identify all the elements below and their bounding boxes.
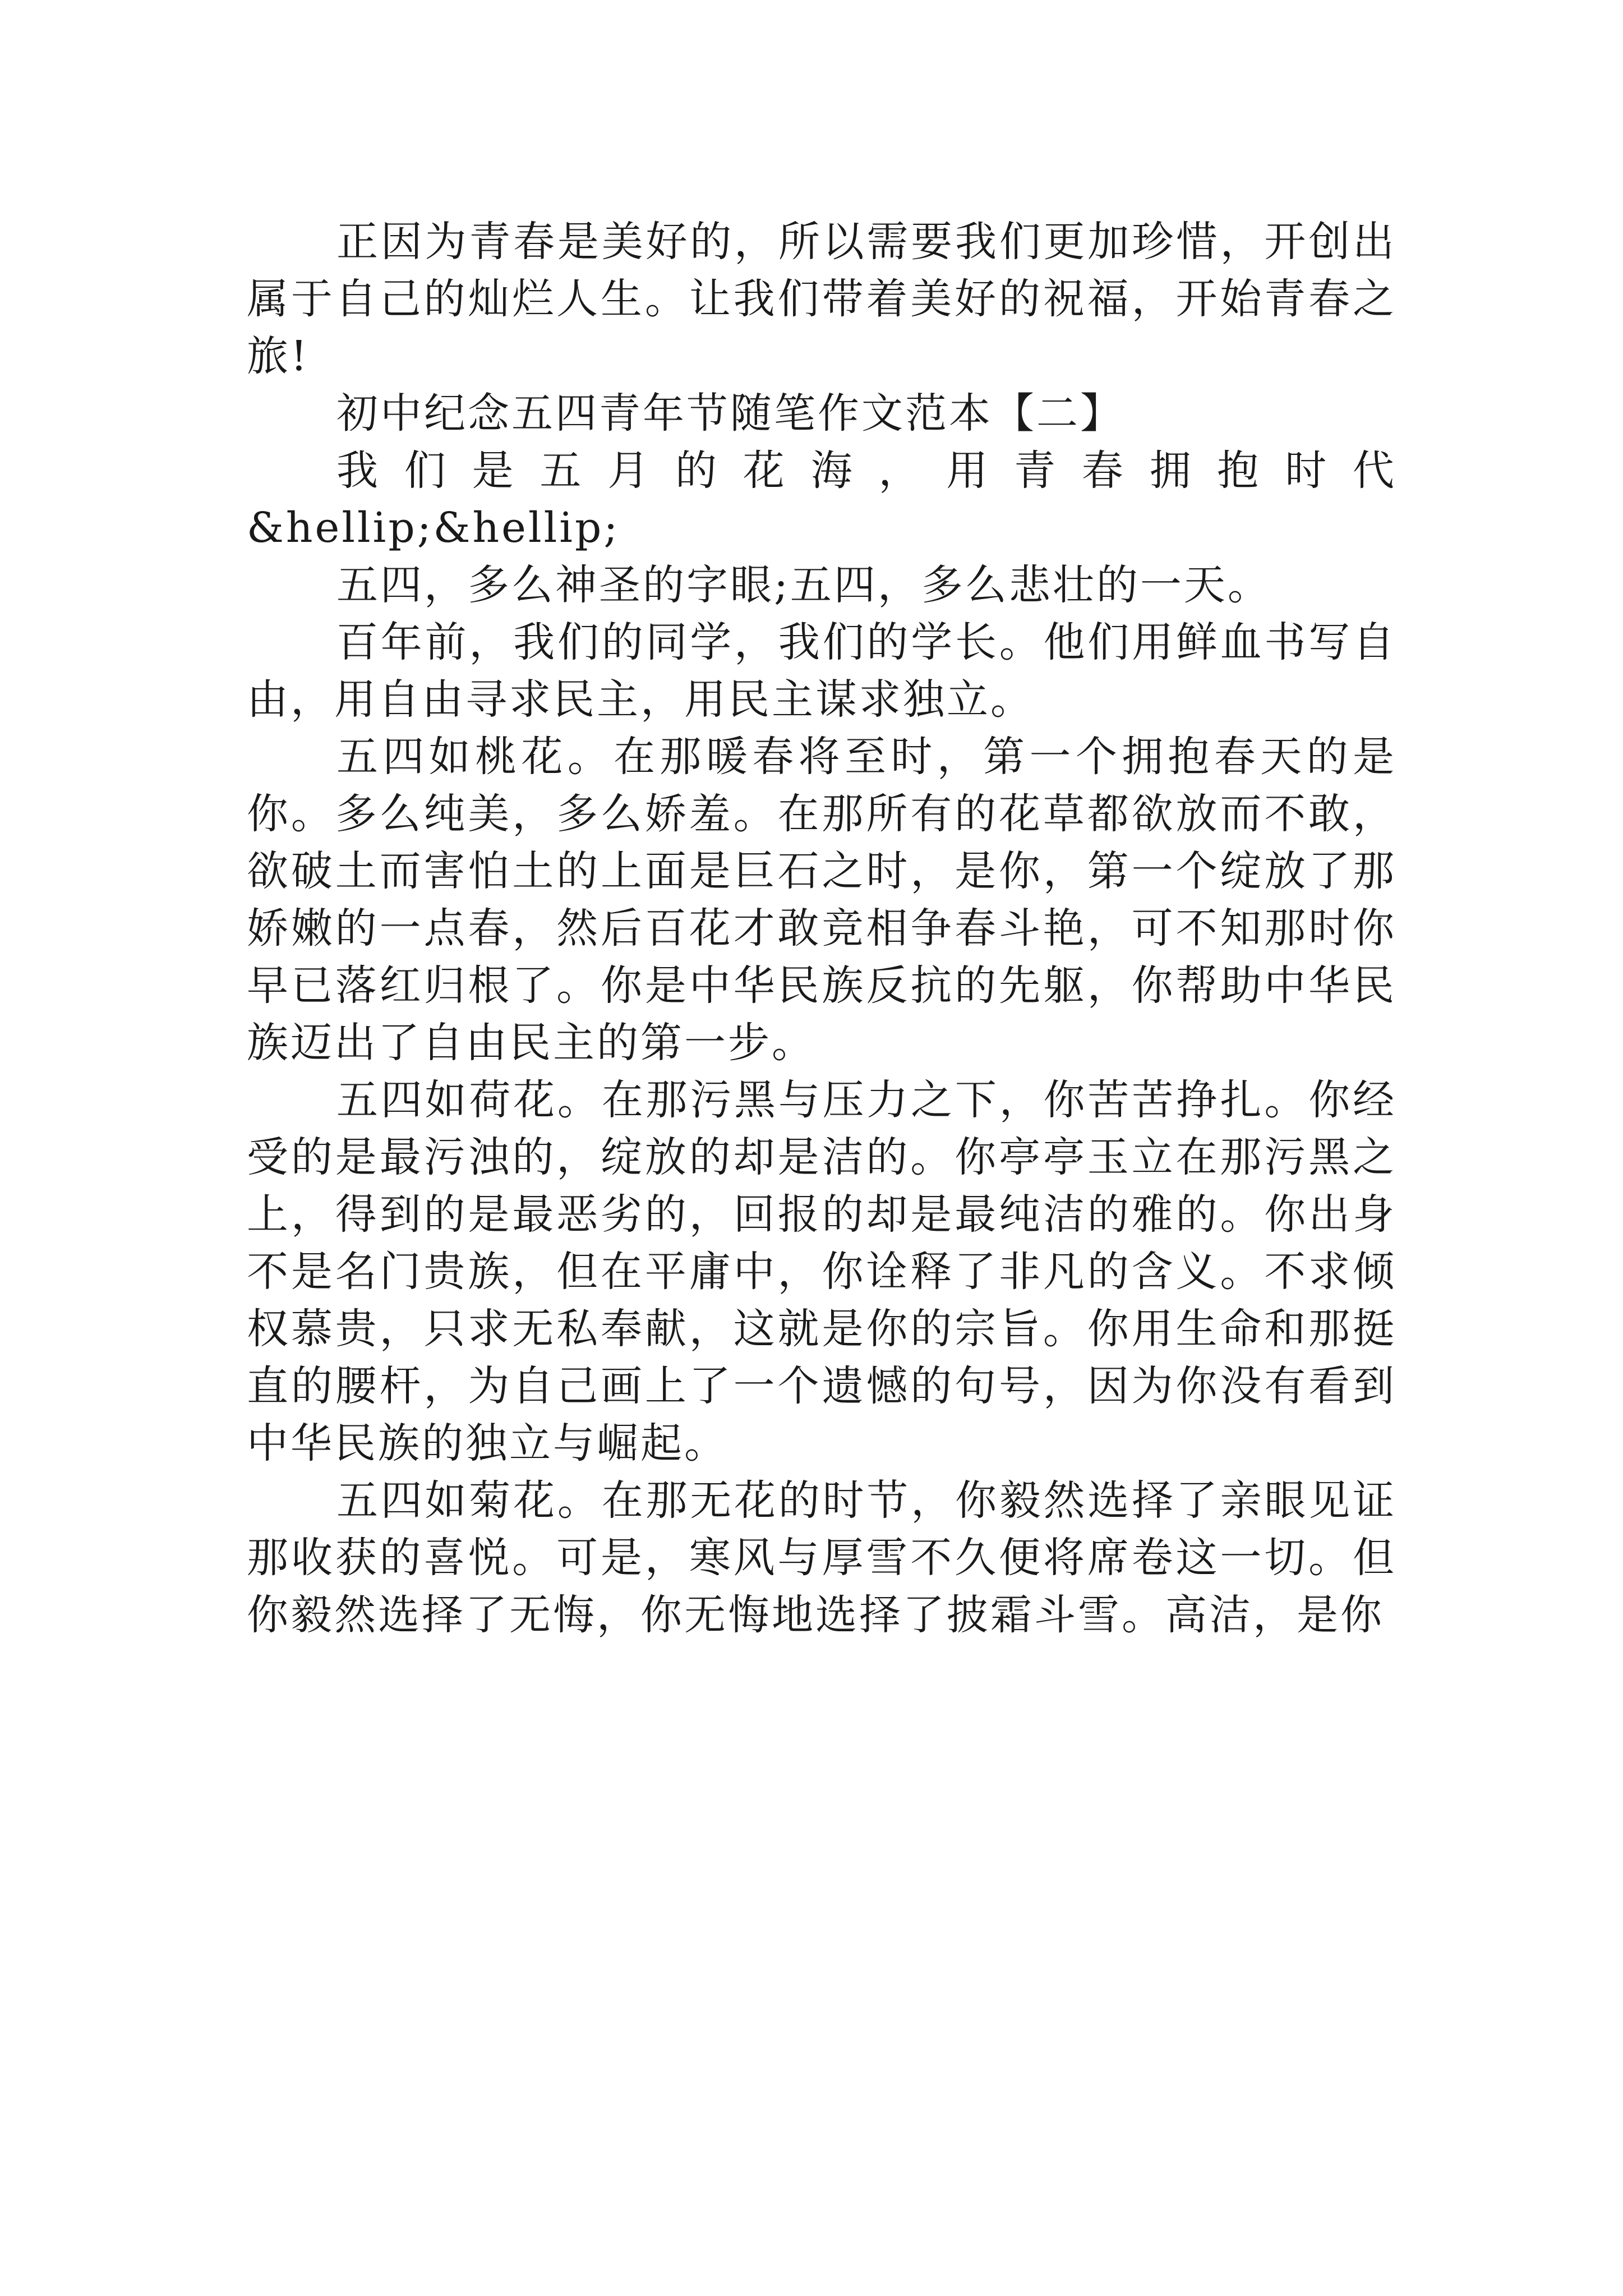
section-heading: 初中纪念五四青年节随笔作文范本【二】	[336, 389, 1124, 438]
paragraph-lotus: 五四如荷花。在那污黑与压力之下，你苦苦挣扎。你经受的是最污浊的，绽放的却是洁的。你亭亭玉立在那污黑之上，得到的是最恶劣的，回报的却是最纯洁的雅的。你出身不是名门贵族，但在平庸中，你诠释了非凡的含义。不求倾权慕贵，只求无私奉献，这就是你的宗旨。你用生命和那挺直的腰杆，为自己画上了一个遗憾的句号，因为你没有看到中华民族的独立与崛起。	[247, 1076, 1396, 1467]
paragraph-closing: 正因为青春是美好的，所以需要我们更加珍惜，开创出属于自己的灿烂人生。让我们带着美好的祝福，开始青春之旅!	[247, 218, 1396, 380]
paragraph-history: 百年前，我们的同学，我们的学长。他们用鲜血书写自由，用自由寻求民主，用民主谋求独立。	[247, 618, 1396, 724]
paragraph-peach-blossom: 五四如桃花。在那暖春将至时，第一个拥抱春天的是你。多么纯美，多么娇羞。在那所有的花草都欲放而不敢，欲破土而害怕土的上面是巨石之时，是你，第一个绽放了那娇嫩的一点春，然后百花才敢竞相争春斗艳，可不知那时你早已落红归根了。你是中华民族反抗的先躯，你帮助中华民族迈出了自由民主的第一步。	[247, 733, 1396, 1067]
paragraph-chrysanthemum: 五四如菊花。在那无花的时节，你毅然选择了亲眼见证那收获的喜悦。可是，寒风与厚雪不久便将席卷这一切。但你毅然选择了无悔，你无悔地选择了披霜斗雪。高洁，是你	[247, 1476, 1396, 1639]
paragraph-intro: 我们是五月的花海，用青春拥抱时代&hellip;&hellip;	[247, 447, 1396, 552]
document-body	[247, 213, 1396, 1644]
paragraph-wusi: 五四，多么神圣的字眼;五四，多么悲壮的一天。	[336, 561, 1271, 609]
